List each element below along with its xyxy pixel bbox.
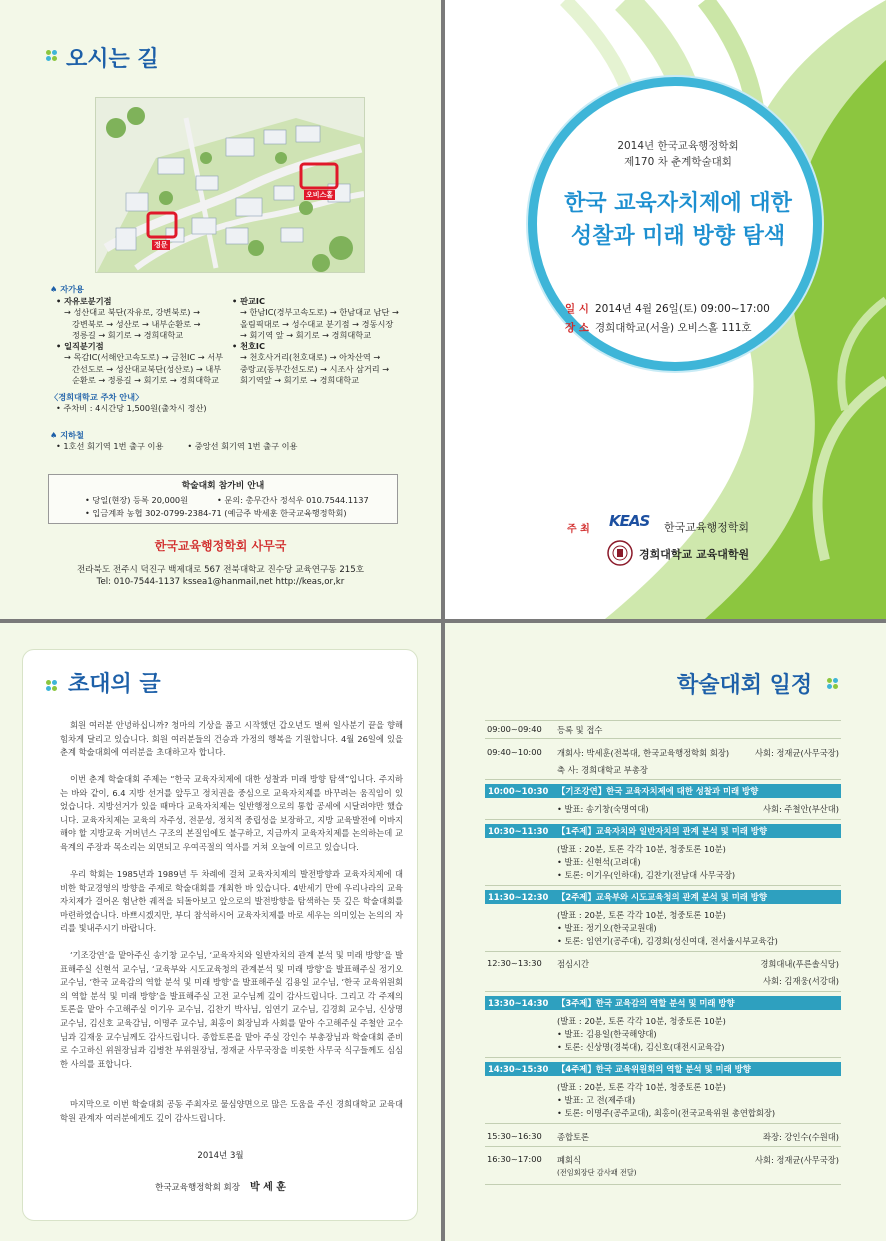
invitation-signature: 한국교육행정학회 회장 박 세 훈 [155, 1182, 286, 1193]
schedule-title: 학술대회 일정 [677, 673, 813, 698]
car-pangyo: • 판교IC → 한남IC(경부고속도로) → 한남대교 남단 → 올림픽대로 → 성수대교 분기점 → 경동시장 → 회기역 앞 → 회기로 → 경희대학교 [232, 296, 399, 341]
parking-info: 〈경희대학교 주차 안내〉 • 주차비 : 4시간당 1,500원(출차시 정산) [50, 392, 207, 414]
schedule-bar-topic3: 13:30~14:30 【3주제】한국 교육감의 역할 분석 및 미래 방향 [485, 996, 841, 1010]
schedule-bar-keynote: 10:00~10:30 【기조강연】한국 교육자치제에 대한 성찰과 미래 방향 [485, 784, 841, 798]
fee-title: 학술대회 참가비 안내 [181, 481, 265, 491]
fee-inquiry: • 문의: 총무간사 정석우 010.7544.1137 [217, 495, 369, 505]
campus-map [95, 97, 365, 273]
schedule-divider [485, 885, 841, 886]
schedule-divider [485, 819, 841, 820]
subway-info: ♠ 지하철 • 1호선 회기역 1번 출구 이용 • 중앙선 회기역 1번 출구 이용 [50, 430, 298, 452]
schedule-divider [485, 738, 841, 739]
car-cheonho: • 천호IC → 천호사거리(천호대로) → 아차산역 → 중랑교(동부간선도로) → 시조사 삼거리 → 회기역앞 → 회기로 → 경희대학교 [232, 341, 390, 386]
cover-subtitle1: 2014년 한국교육행정학회 [617, 140, 739, 152]
invitation-para-3: 우리 학회는 1985년과 1989년 두 차례에 걸쳐 교육자치제의 발전방향과 교육자치제에 대비한 학교경영의 방향을 주제로 학술대회를 개최한 바 있습니다. 4반세기 만에 우리나라의 교육자치제가 걸어온 험난한 궤적을 되돌아보고 앞으로의 발전방향을 탐색하는 뜻 깊은 학술대회를 마련하였습니다. 바쁘시겠지만, 부디 참석하시어 교육자치제를 바로 세우는 의미있는 논의의 자리를 빛내주시기 바랍니다. [60, 869, 403, 934]
invitation-para-5: 마지막으로 이번 학술대회 공동 주최자로 물심양면으로 많은 도움을 주신 경희대학교 교육대학원 관계자 여러분에게도 깊이 감사드립니다. [60, 1099, 403, 1123]
cover-subtitle2: 제170 차 춘계학술대회 [624, 156, 732, 168]
schedule-divider [485, 1184, 841, 1185]
schedule-divider [485, 720, 841, 721]
khu-seal-icon [607, 540, 633, 566]
invitation-date: 2014년 3월 [197, 1151, 244, 1161]
invitation-para-4: ‘기조강연’을 맡아주신 송기창 교수님, ‘교육자치와 일반자치의 관계 분석 및 미래 방향’을 발표해주실 신현석 교수님, ‘교육부와 시도교육청의 관계분석 및 미래 방향’을 발표해주실 정기오 교수님, ‘한국 교육감의 역할 분석 및 미래 방향’을 발표해주실 김용일 교수님, ‘한국 교육위원회의 역할 분석 및 미래 방향’을 발표해주실 고전 교수님께 깊이 감사드립니다. 그리고 각 주제의 토론을 맡아 수고해주실 이기우 교수님, 김찬기 박사님, 임연기 교수님, 김경회 교수님, 신상명 교수님, 김신호 교육감님, 이명주 교수님, 최홍이 회장님과 사회를 맡아 수고해주실 주철안 교수님과 김재웅 교수님께도 감사드립니다. 종합토론을 맡아 주실 강인수 부총장님과 학술대회 준비로 수고하신 위원장님과 김병찬 부위원장님, 정재균 사무국장을 비롯한 사무국 식구들께도 심심한 사의를 표합니다. [60, 950, 403, 1069]
cover-date: 일 시 2014년 4월 26일(토) 09:00~17:00 [565, 303, 770, 315]
campus-map-illustration [96, 98, 365, 273]
cover-title1: 한국 교육자치제에 대한 [564, 191, 792, 216]
car-west: • 일직분기점 → 목감IC(서해안고속도로) → 금천IC → 서부 간선도로 → 성산대교북단(성산로) → 내부 순환로 → 정릉길 → 회기로 → 경희대학교 [56, 341, 224, 386]
keas-logo: KEAS [609, 512, 650, 530]
schedule-bar-topic2: 11:30~12:30 【2주제】교육부와 시도교육청의 관계 분석 및 미래 방향 [485, 890, 841, 904]
cover-host2: 경희대학교 교육대학원 [639, 548, 750, 561]
fee-onsite: • 당일(현장) 등록 20,000원 [85, 495, 189, 505]
dots-icon [46, 680, 62, 692]
cover-panel [445, 0, 886, 619]
schedule-divider [485, 1057, 841, 1058]
office-contact: Tel: 010-7544-1137 kssea1@hanmail,net http://keas,or,kr [96, 577, 345, 587]
invitation-para-1: 회원 여러분 안녕하십니까? 청마의 기상을 품고 시작했던 갑오년도 벌써 일사분기 끝을 향해 힘차게 달리고 있습니다. 회원 여러분들의 건승과 가정의 행복을 기원합니다. 4월 26일에 있을 춘계 학술대회에 여러분을 초대하고자 합니다. [60, 720, 403, 758]
directions-panel [0, 0, 441, 619]
invitation-panel [0, 623, 441, 1241]
cover-place: 장 소 경희대학교(서울) 오비스홀 111호 [565, 322, 752, 334]
map-label-main: 정문 [154, 241, 168, 249]
fee-box [48, 474, 398, 524]
schedule-bar-topic1: 10:30~11:30 【1주제】교육자치와 일반자치의 관계 분석 및 미래 방향 [485, 824, 841, 838]
cover-host1: 한국교육행정학회 [664, 521, 750, 534]
car-heading: ♠ 자가용 [50, 284, 84, 294]
cover-host-label: 주 최 [567, 524, 590, 535]
directions-title: 오시는 길 [66, 47, 159, 72]
map-label-dest: 오비스홀 [306, 191, 334, 199]
schedule-divider [485, 779, 841, 780]
office-address: 전라북도 전주시 덕진구 백제대로 567 전북대학교 진수당 교육연구동 215호 [76, 565, 365, 575]
dots-icon [46, 50, 62, 62]
car-north: • 자유로분기점 → 성산대교 북단(자유로, 강변북로) → 강변북로 → 성산로 → 내부순환로 → 정릉길 → 회기로 → 경희대학교 [56, 296, 201, 341]
schedule-panel: 학술대회 일정 09:00~09:40 등록 및 접수 09:40~10:00 개회사: 박세훈(전북대, 한국교육행정학회 회장) 사회: 정재균(사무국장) 축 사: 경희대학교 부총장 10:00~10:30 【기조강연】한국 교육자치제에 대한 성찰과 미래 방향 • 발표: 송기창(숙명여대) 사회: 주철안(부산대) 10:30~11:30 【1주제】교육자치와 일반자치의 관계 분석 및 미래 방향 (발표 : 20분, 토론 각각 10분, 청중토론 10분) • 발표: 신현석(고려대) • 토론: 이기우(인하대), 김찬기(전남대 사무국장) 11:30~12:30 【2주제】교육부와 시도교육청의 관계 분석 및 미래 방향 (발표 : 20분, 토론 각각 10분, 청중토론 10분) • 발표: 정기오(한국교원대) • 토론: 임연기(공주대), 김경회(성신여대, 전서울시부교육감) 12:30~13:30 점심시간 경희대내(푸른솔식당) 사회: 김재웅(서강대) 13:30~14:30 【3주제】한국 교육감의 역할 분석 및 미래 방향 (발표 : 20분, 토론 각각 10분, 청중토론 10분) • 발표: 김용일(한국해양대) • 토론: 신상명(경북대), 김신호(대전시교육감) 14:30~15:30 【4주제】한국 교육위원회의 역할 분석 및 미래 방향 (발표 : 20분, 토론 각각 10분, 청중토론 10분) • 발표: 고 전(제주대) • 토론: 이명주(공주교대), 최홍이(전국교육위원 총연합회장) 15:30~16:30 종합토론 좌장: 강인수(수원대) 16:30~17:00 폐회식 사회: 정재균(사무국장) (전임회장단 감사패 전달) [445, 623, 886, 1241]
schedule-divider [485, 1123, 841, 1124]
schedule-divider [485, 1146, 841, 1147]
schedule-divider [485, 991, 841, 992]
cover-title2: 성찰과 미래 방향 탐색 [570, 224, 786, 249]
office-name: 한국교육행정학회 사무국 [154, 539, 287, 553]
dots-icon [827, 678, 843, 690]
fee-account: • 입금계좌 농협 302-0799-2384-71 (예금주 박세훈 한국교육행정학회) [85, 508, 347, 518]
invitation-para-2: 이번 춘계 학술대회 주제는 “한국 교육자치제에 대한 성찰과 미래 방향 탐색”입니다. 주지하는 바와 같이, 6.4 지방 선거를 앞두고 정치권을 중심으로 교육자치제를 바꾸려는 움직임이 있었습니다. 지방선거가 있을 때마다 교육자치제는 일반행정으로의 통합 공세에 시달려야만 했습니다. 교육자치제는 교육의 자주성, 전문성, 정치적 중립성을 보장하고, 지방 교육발전에 이바지해야 할 지방교육 거버넌스 구조의 본질임에도 불구하고, 지금까지 교육자치제를 논의하는데 교육계의 주장과 목소리는 외면되고 우여곡절의 역사를 거쳐 오늘에 이르고 있습니다. [60, 774, 403, 852]
schedule-divider [485, 951, 841, 952]
schedule-bar-topic4: 14:30~15:30 【4주제】한국 교육위원회의 역할 분석 및 미래 방향 [485, 1062, 841, 1076]
invitation-title: 초대의 글 [68, 672, 161, 697]
